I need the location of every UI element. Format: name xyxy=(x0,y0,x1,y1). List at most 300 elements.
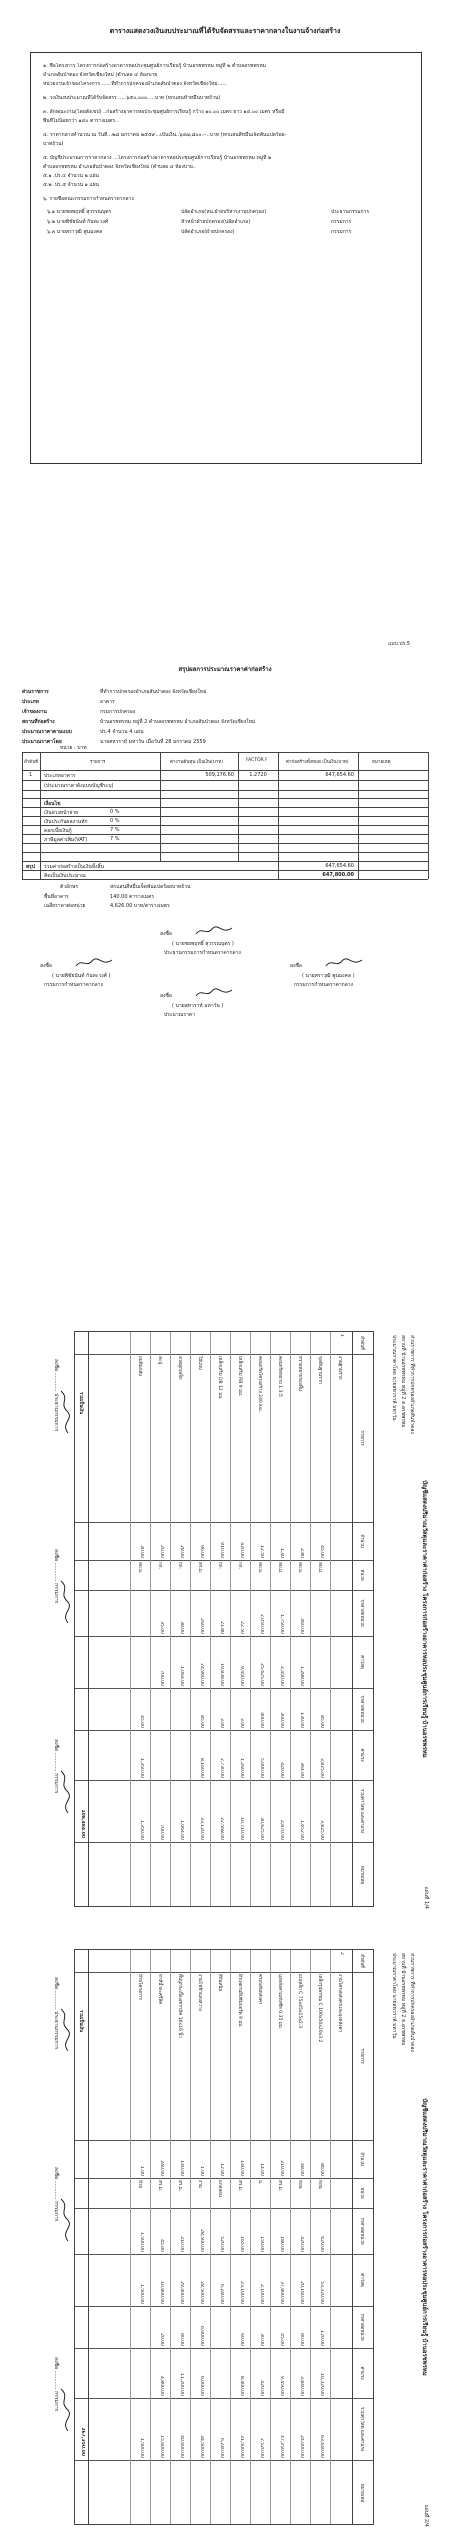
table-cell: 28,500.00 xyxy=(199,2229,204,2252)
table-cell: 1,750.00 xyxy=(279,1613,284,1634)
sheet-page: แผ่นที่ 2/4 xyxy=(423,2504,429,2527)
table-cell: 24,960.00 xyxy=(199,1663,204,1686)
table-cell: 23,100.00 xyxy=(239,2281,244,2304)
table-rule xyxy=(75,2140,373,2141)
boq-table xyxy=(74,1331,374,1907)
table-rule xyxy=(22,780,428,781)
table-cell: 80.00 xyxy=(179,2333,184,2346)
signature-label: ลงชื่อ xyxy=(40,963,52,969)
info-value: อาคาร xyxy=(100,699,115,705)
announcement-line: หน่วยงานเจ้าของโครงการ ......ที่ทำการปกครองอำเภอสันป่าตอง จังหวัดเชียงใหม่...... xyxy=(43,81,228,87)
table-cell: 1,288.00 xyxy=(299,1665,304,1686)
table-cell: 86.00 xyxy=(319,2163,324,2176)
handwritten-signature xyxy=(58,1579,72,1625)
text-amount: หกแสนสี่หมื่นเจ็ดพันแปดร้อยบาทถ้วน xyxy=(110,884,191,890)
table-cell: 3,840.00 xyxy=(299,2375,304,2396)
table-cell: ตร.ม. xyxy=(177,2180,182,2192)
table-cell: 420.00 xyxy=(239,1542,244,1558)
table-header: ราคาต่อหน่วย xyxy=(359,1695,364,1723)
table-cell: 34,500.00 xyxy=(199,2435,204,2458)
table-cell: 6,240.00 xyxy=(219,2437,224,2458)
table-cell: 28.00 xyxy=(179,1545,184,1558)
announcement-line: ๔. ราคากลางคำนวณ ณ วันที่...๒๘ มกราคม ๒๕๕๙...เป็นเงิน..๖๔๗,๘๐๐.--..บาท (หกแสนสี่หมื่นเจ็ดพันแปดร้อย- xyxy=(43,132,287,138)
info-label: เจ้าของงาน xyxy=(22,709,47,715)
info-row xyxy=(22,738,206,746)
table-header: ลำดับที่ xyxy=(24,760,39,765)
sheet-info: ส่วนราชการ ที่ทำการปกครองอำเภอสันป่าตอง xyxy=(409,1953,415,2052)
table-header: หมายเหตุ xyxy=(359,2483,364,2503)
table-cell: 300.00 xyxy=(279,1712,284,1728)
table-cell: 12.50 xyxy=(259,1545,264,1558)
announcement-line: ๕. บัญชีประมาณการราคากลาง ...โครงการก่อสร้างอาคารหอประชุมศูนย์การเรียนรู้ บ้านอรชพรหม หมู่ที่ ๒ xyxy=(43,155,272,161)
table-cell: 22,568.00 xyxy=(219,1817,224,1840)
text-amount-label: ตัวอักษร xyxy=(60,884,79,890)
table-rule xyxy=(75,1560,373,1561)
table-cell: 6,000.00 xyxy=(199,2325,204,2346)
table-rule xyxy=(290,1950,291,2524)
table-rule xyxy=(250,1332,251,1906)
announcement-line: ตำบลอรชพรหม อำเภอสันป่าตอง จังหวัดเชียงใหม่ (ตำบลอ ๔ ห้องบาย.. xyxy=(43,164,196,170)
table-cell: 33,120.00 xyxy=(199,1817,204,1840)
summary-total-label: รวมค่าก่อสร้างเป็นเงินทั้งสิ้น xyxy=(44,864,105,870)
table-header: ค่างานต้นทุน เป็นเงิน(บาท) xyxy=(170,760,223,765)
table-header: รายการ xyxy=(359,2048,364,2064)
sheet-signature: ลงชื่อ ............ กรรมการ xyxy=(53,1549,59,1604)
boq-sheet-2 xyxy=(0,1925,450,2546)
table-cell: ลบ.ม. xyxy=(297,1562,302,1574)
table-cell: ตร.ม. xyxy=(157,2180,162,2192)
table-cell: 63,640.00 xyxy=(319,2435,324,2458)
row-item: ประเภทอาคาร xyxy=(44,773,76,779)
rounded-label: คิดเป็นเงินประมาณ xyxy=(44,873,86,879)
table-cell: 1,064.00 xyxy=(179,1665,184,1686)
table-rule xyxy=(352,1950,353,2524)
table-header: จำนวน xyxy=(359,1534,364,1548)
table-cell: 1,500.00 xyxy=(139,2437,144,2458)
table-cell: ลบ.ม. xyxy=(277,1562,282,1574)
announcement-line: ๒. วงเงินงบประมาณที่ได้รับจัดสรร .....๖๕๐,๐๐๐.....บาท (หกแสนห้าหมื่นบาทถ้วน) xyxy=(43,95,221,101)
table-cell: 1.00 xyxy=(199,2165,204,2176)
conditions-title: เงื่อนไข xyxy=(44,801,61,807)
table-cell: 2,870.00 xyxy=(279,1819,284,1840)
table-rule xyxy=(428,752,429,861)
table-cell: กก. xyxy=(237,1562,242,1569)
table-cell: ท่อน xyxy=(297,2180,302,2189)
table-cell: 45.00 xyxy=(279,2333,284,2346)
announcement-page xyxy=(0,0,450,600)
table-cell: 10,800.00 xyxy=(159,2281,164,2304)
table-header: ค่าวัสดุ xyxy=(359,2273,364,2287)
table-cell: 24,000.00 xyxy=(299,2435,304,2458)
handwritten-signature xyxy=(324,957,364,969)
table-cell: งานโครงหลังคาและมุงหลังคา xyxy=(337,1974,342,2032)
table-cell: 22.50 xyxy=(239,1621,244,1634)
info-label: ประมาณราคาตามแบบ xyxy=(22,729,72,735)
signature-label: ลงชื่อ xyxy=(160,931,172,937)
handwritten-signature xyxy=(58,1389,72,1435)
table-cell: ทรายหยาบรองพื้น xyxy=(297,1356,302,1391)
table-rule xyxy=(130,1950,131,2524)
table-cell: 910.00 xyxy=(219,1542,224,1558)
table-cell: 210.00 xyxy=(179,2236,184,2252)
table-rule xyxy=(22,861,428,862)
table-cell: 400.00 xyxy=(259,1712,264,1728)
table-cell: 10,320.00 xyxy=(319,2373,324,2396)
boq-sheet-1 xyxy=(0,1305,450,1925)
table-cell: 1.00 xyxy=(139,2165,144,2176)
condition-label: ดอกเบี้ยเงินกู้ xyxy=(44,828,72,834)
table-cell: แปเหล็ก C 75x45x15x2.3 xyxy=(297,1974,302,2029)
table-rule xyxy=(75,2178,373,2179)
table-rule xyxy=(22,752,428,753)
table-cell: คอนกรีตโครงสร้าง 240 ksc. xyxy=(257,1356,262,1414)
table-cell: 96.00 xyxy=(199,1545,204,1558)
table-header: หมายเหตุ xyxy=(372,760,391,765)
rounded-total: 647,800.00 xyxy=(322,872,354,878)
table-rule xyxy=(75,2254,373,2255)
table-cell: 48.00 xyxy=(299,2163,304,2176)
signature-role: กรรมการกำหนดราคากลาง xyxy=(294,982,353,988)
table-cell: 150.00 xyxy=(259,2236,264,2252)
condition-value: 7 % xyxy=(110,827,120,833)
table-cell: 30,625.00 xyxy=(259,1817,264,1840)
sheet-info: สถานที่ บ้านอรชพรหม หมู่ที่ 2 ต.อรชพรหม xyxy=(400,1335,406,1428)
table-cell: 6,240.00 xyxy=(219,2283,224,2304)
table-rule xyxy=(22,752,23,861)
row-no: 1 xyxy=(29,772,33,778)
boq-sheet-2-content xyxy=(8,1937,438,2537)
table-rule xyxy=(270,1950,271,2524)
table-cell: ฝ้าเพดานยิปซัมบอร์ด 9 มม. xyxy=(237,1974,242,2028)
table-cell: 260.00 xyxy=(199,1618,204,1634)
condition-value: 0 % xyxy=(110,809,120,815)
table-cell: 420.00 xyxy=(279,1762,284,1778)
table-cell: 11,200.00 xyxy=(179,2373,184,2396)
table-cell: 620.00 xyxy=(319,2236,324,2252)
boq-table xyxy=(74,1949,374,2525)
table-cell: ตะปู xyxy=(157,1356,162,1365)
table-rule xyxy=(310,1950,311,2524)
table-rule xyxy=(330,1950,331,2524)
table-rule xyxy=(358,752,359,861)
table-cell: 460.00 xyxy=(299,1618,304,1634)
announcement-line: ๓. ลักษณะงาน(โดยสังเขป) ..ก่อสร้างอาคารหอประชุมศูนย์การเรียนรู้ กว้าง ๑๐.๐๐ เมตร ยาว ๑๔.๐๐ เมตร หรือมี xyxy=(43,109,285,115)
info-label: ประเภท xyxy=(22,699,39,705)
announcement-line: ๕.๑ .ปร.๔ จำนวน ๒ แผ่น xyxy=(43,173,99,179)
table-cell: 19,838.00 xyxy=(219,1663,224,1686)
info-label: ส่วนราชการ xyxy=(22,689,49,695)
table-cell: 700.00 xyxy=(159,1670,164,1686)
table-rule xyxy=(40,752,41,861)
unit-note: หน่วย : บาท xyxy=(60,745,87,751)
row-total: 647,654.60 xyxy=(325,772,354,778)
handwritten-signature xyxy=(58,2387,72,2433)
table-cell: ป้ายโครงการ xyxy=(137,1974,142,2000)
table-cell: 700.00 xyxy=(159,1824,164,1840)
table-cell: 1,350.00 xyxy=(139,1819,144,1840)
condition-label: เงินล่วงหน้าจ่าย xyxy=(44,810,79,816)
table-rule xyxy=(250,1950,251,2524)
table-rule xyxy=(22,790,428,791)
table-cell: 38.00 xyxy=(179,1621,184,1634)
handwritten-signature xyxy=(194,925,234,937)
committee-role: ประธานกรรมการ xyxy=(331,209,370,215)
sheet-signature: ลงชื่อ ............ กรรมการ xyxy=(53,2167,59,2222)
table-cell: 45.00 xyxy=(159,2239,164,2252)
table-cell: มุงหลังคาเมทัลชีท 0.35 มม. xyxy=(277,1974,282,2030)
table-cell: 2,100.00 xyxy=(259,2283,264,2304)
table-cell: ไม้แบบ xyxy=(197,1356,202,1370)
table-cell: 35.00 xyxy=(159,1621,164,1634)
table-cell: 2,730.00 xyxy=(219,1757,224,1778)
table-header: ราคาต่อหน่วย xyxy=(359,1599,364,1627)
table-rule xyxy=(75,1522,373,1523)
table-cell: 20,160.00 xyxy=(299,2281,304,2304)
table-cell: 60.00 xyxy=(239,2333,244,2346)
table-cell: 9,450.00 xyxy=(239,1665,244,1686)
condition-value: 7 % xyxy=(110,836,120,842)
table-cell: สีกันสนิม xyxy=(217,1974,222,1992)
info-row xyxy=(22,688,206,696)
table-cell: 1.40 xyxy=(279,1547,284,1558)
table-cell: 1,350.00 xyxy=(139,1757,144,1778)
table-cell: 420.00 xyxy=(299,2236,304,2252)
table-rule xyxy=(75,1780,373,1781)
table-cell: 130.00 xyxy=(299,1712,304,1728)
table-cell: แกลลอน xyxy=(217,2180,222,2197)
table-rule xyxy=(75,1636,373,1637)
summary-title: สรุปผลการประมาณราคาค่าก่อสร้าง xyxy=(178,666,272,673)
table-cell: 1,064.00 xyxy=(179,1819,184,1840)
table-header: หน่วย xyxy=(359,2187,364,2199)
total-label: รวมเป็นเงิน xyxy=(78,2010,83,2033)
table-cell: 120.00 xyxy=(319,2330,324,2346)
summary-total: 647,654.60 xyxy=(325,863,354,869)
committee-name: ๖.๓ นายสราวุฒิ พูนมงคล xyxy=(47,229,103,235)
table-cell: ท่อน xyxy=(317,2180,322,2189)
announcement-line: ๑. ชื่อโครงการ โครงการก่อสร้างอาคารหอประชุมศูนย์การเรียนรู้ บ้านอรชพรหม หมู่ที่ ๒ ตำบลอรชพรหม xyxy=(43,63,266,69)
condition-value: 0 % xyxy=(110,818,120,824)
table-cell: 29,400.00 xyxy=(179,2281,184,2304)
row-cost: 509,176.60 xyxy=(205,772,234,778)
table-cell: 1,652.00 xyxy=(299,1819,304,1840)
info-value: ที่ทำการปกครองอำเภอสันป่าตอง จังหวัดเชียงใหม่ xyxy=(100,689,207,695)
handwritten-signature xyxy=(194,987,234,999)
table-cell: ลบ.ม. xyxy=(257,1562,262,1574)
table-rule xyxy=(352,1332,353,1906)
committee-role: กรรมการ xyxy=(331,229,352,235)
signature-role: ประมาณราคา xyxy=(164,1012,195,1018)
table-cell: ขุดดินฐานราก xyxy=(317,1356,322,1384)
table-cell: 9,450.00 xyxy=(279,2375,284,2396)
table-cell: 240.00 xyxy=(159,2160,164,2176)
form-code: แบบ ปร.5 xyxy=(388,641,410,647)
info-row xyxy=(22,698,115,706)
total-value: 108,484.00 xyxy=(80,1809,85,1838)
table-rule xyxy=(22,807,428,808)
handwritten-signature xyxy=(58,2197,72,2243)
info-row xyxy=(22,708,135,716)
boq-sheet-1-content xyxy=(8,1319,438,1919)
sheet-info: ประมาณราคาโดย นายสหวราห์ มหาวัน xyxy=(391,1953,397,2039)
sheet-signature: ลงชื่อ ............ กรรมการ xyxy=(53,1739,59,1794)
table-cell: ม. xyxy=(257,2180,262,2185)
committee-position: ปลัดอำเภอ(หน.ฝ่ายบริหารงานปกครอง) xyxy=(181,209,267,215)
table-rule xyxy=(22,852,428,853)
per-sqm-label: เฉลี่ยราคาต่อหน่วย xyxy=(44,903,86,909)
table-header: รวมค่าวัสดุ และค่าแรง xyxy=(359,2406,364,2452)
info-label: สถานที่ก่อสร้าง xyxy=(22,719,55,725)
announcement-box xyxy=(30,52,422,464)
cost-summary-page xyxy=(0,600,450,1305)
table-rule xyxy=(310,1332,311,1906)
table-cell: 12.00 xyxy=(219,2163,224,2176)
table-cell: 28,500.00 xyxy=(199,2281,204,2304)
sheet-signature: ลงชื่อ ............ กรรมการ xyxy=(53,2357,59,2412)
announcement-line: อำเภอสันป่าตอง จังหวัดเชียงใหม่ (ตำบลอ ๔ ห้องบาย xyxy=(43,72,158,78)
row-item: (ประมาณราคาดังแบบบัญชีระบุ) xyxy=(44,783,114,789)
table-cell: กก. xyxy=(157,1562,162,1569)
announcement-line: บาทถ้วน) xyxy=(43,141,64,147)
area-label: พื้นที่อาคาร xyxy=(44,894,69,900)
total-value: 267,350.00 xyxy=(80,2427,85,2456)
table-cell: 85.00 xyxy=(199,1715,204,1728)
table-header: ค่าแรง xyxy=(359,2366,364,2380)
table-header: จำนวน xyxy=(359,2152,364,2166)
info-row xyxy=(22,728,144,736)
table-cell: ป้าย xyxy=(137,2180,142,2189)
table-cell: 4,800.00 xyxy=(159,2375,164,2396)
table-cell: 15,600.00 xyxy=(159,2435,164,2458)
table-rule xyxy=(358,861,359,879)
table-cell: 140.00 xyxy=(239,2160,244,2176)
table-cell: 30.00 xyxy=(139,1545,144,1558)
table-cell: 21.80 xyxy=(219,1621,224,1634)
area-value: 140.00 ตารางเมตร xyxy=(110,894,155,900)
table-cell: ลวดผูกเหล็ก xyxy=(177,1356,182,1380)
table-cell: ถมดินกลับ xyxy=(137,1356,142,1377)
table-cell: 25,625.00 xyxy=(259,1663,264,1686)
signature-role: กรรมการกำหนดราคากลาง xyxy=(44,982,103,988)
table-rule xyxy=(88,1950,89,2524)
signature-name: ( นายชยพฤทธิ์ สุวรรณบุตร ) xyxy=(172,941,234,947)
handwritten-signature xyxy=(58,1769,72,1815)
table-header: ค่าวัสดุ xyxy=(359,1655,364,1669)
table-cell: ตร.ม. xyxy=(197,1562,202,1574)
announcement-line: พื้นที่ไม่น้อยกว่า ๑๔๐ ตารางเมตร.. xyxy=(43,118,119,124)
table-cell: งานไฟฟ้าแสงสว่าง xyxy=(197,1974,202,2011)
table-cell: กก. xyxy=(177,1562,182,1569)
table-rule xyxy=(75,2460,373,2461)
table-rule xyxy=(40,861,41,879)
table-cell: 3.00 xyxy=(219,1717,224,1728)
table-rule xyxy=(210,1950,211,2524)
signature-name: ( นายพิชัยนันท์ กันทะวงศ์ ) xyxy=(52,973,111,979)
announcement-line: ๖. รายชื่อคณะกรรมการกำหนดราคากลาง xyxy=(43,196,134,202)
table-rule xyxy=(75,1842,373,1843)
table-rule xyxy=(88,1332,89,1906)
table-cell: 520.00 xyxy=(219,2236,224,2252)
table-cell: 2,450.00 xyxy=(279,1665,284,1686)
table-rule xyxy=(130,1332,131,1906)
committee-name: ๖.๒ นายพิชัยนันท์ กันทะวงศ์ xyxy=(47,219,108,225)
table-cell: 10,710.00 xyxy=(239,1817,244,1840)
info-value: ปร.4 จำนวน 4 แผ่น xyxy=(100,729,144,735)
table-rule xyxy=(75,2398,373,2399)
info-label: ประมาณราคาโดย xyxy=(22,739,62,745)
table-cell: 5,000.00 xyxy=(259,1757,264,1778)
table-rule xyxy=(75,2348,373,2349)
table-cell: 6,000.00 xyxy=(199,2375,204,2396)
table-cell: 3.00 xyxy=(239,1717,244,1728)
table-rule xyxy=(278,752,279,861)
table-cell: 45.00 xyxy=(319,1545,324,1558)
sheet-info: ประมาณราคาโดย นายสหวราห์ มหาวัน xyxy=(391,1335,397,1421)
table-header: หน่วย xyxy=(359,1569,364,1581)
table-cell: 364.00 xyxy=(299,1762,304,1778)
table-cell: 3,825.00 xyxy=(319,1819,324,1840)
table-cell: คอนกรีตหยาบ 1:3:5 xyxy=(277,1356,282,1397)
table-rule xyxy=(190,1950,191,2524)
handwritten-signature xyxy=(58,2007,72,2053)
sheet-info: ส่วนราชการ ที่ทำการปกครองอำเภอสันป่าตอง xyxy=(409,1335,415,1434)
table-rule xyxy=(278,861,279,879)
table-cell: 165.00 xyxy=(239,2236,244,2252)
table-cell: 1,260.00 xyxy=(239,1757,244,1778)
condition-label: ภาษีมูลค่าเพิ่ม(VAT) xyxy=(44,837,88,843)
table-cell: 420.00 xyxy=(259,2380,264,2396)
signature-name: ( นายสราวุฒิ พูนมงคล ) xyxy=(302,973,355,979)
table-cell: พื้นปูกระเบื้องเซรามิค 16x16 นิ้ว xyxy=(177,1974,182,2038)
table-cell: งาน xyxy=(197,2180,202,2188)
total-label: รวมเป็นเงิน xyxy=(78,1392,83,1415)
table-header: ลำดับที่ xyxy=(359,1953,364,1969)
condition-label: เงินประกันผลงานหัก xyxy=(44,819,88,825)
committee-name: ๖.๑ นายชยพฤทธิ์ สุวรรณบุตร xyxy=(47,209,112,215)
table-header: ลำดับที่ xyxy=(359,1335,364,1351)
table-cell: ตร.ม. xyxy=(277,2180,282,2192)
table-cell: 47,250.00 xyxy=(279,2435,284,2458)
table-rule xyxy=(150,1332,151,1906)
table-cell: 53,320.00 xyxy=(319,2281,324,2304)
table-rule xyxy=(150,1950,151,2524)
table-rule xyxy=(22,834,428,835)
info-value: บ้านอรชพรหม หมู่ที่ 2 ตำบลอรชพรหม อำเภอสันป่าตอง จังหวัดเชียงใหม่ xyxy=(100,719,256,725)
table-cell: 30.00 xyxy=(259,2333,264,2346)
table-cell: ครอบสันหลังคา xyxy=(257,1974,262,2005)
table-cell: ลบ.ม. xyxy=(317,1562,322,1574)
table-rule xyxy=(190,1332,191,1906)
table-cell: 20.00 xyxy=(159,2333,164,2346)
table-header: หมายเหตุ xyxy=(359,1865,364,1885)
table-header: ราคาต่อหน่วย xyxy=(359,2313,364,2341)
table-cell: 2,050.00 xyxy=(259,1613,264,1634)
table-cell: เหล็กเสริม RB 9 มม. xyxy=(237,1356,242,1397)
sheet-title: บัญชีแสดงปริมาณวัสดุและราคาค่าก่อสร้าง โครงการก่อสร้างอาคารหอประชุมศูนย์การเรียนรู้ บ้านอรชพรหม xyxy=(421,1480,428,1758)
table-rule xyxy=(230,1950,231,2524)
signature-label: ลงชื่อ xyxy=(290,963,302,969)
table-rule xyxy=(270,1332,271,1906)
table-cell: 14.00 xyxy=(259,2163,264,2176)
table-rule xyxy=(170,1332,171,1906)
sheet-info: สถานที่ บ้านอรชพรหม หมู่ที่ 2 ต.อรชพรหม xyxy=(400,1953,406,2046)
table-header: รวมค่าวัสดุ และค่าแรง xyxy=(359,1788,364,1834)
table-cell: 1 xyxy=(339,1334,344,1337)
announcement-line: ๕.๒ .ปร.๕ จำนวน ๑ แผ่น xyxy=(43,182,99,188)
table-rule xyxy=(238,752,239,861)
summary-label: สรุป xyxy=(26,864,35,870)
table-cell: 40,600.00 xyxy=(179,2435,184,2458)
